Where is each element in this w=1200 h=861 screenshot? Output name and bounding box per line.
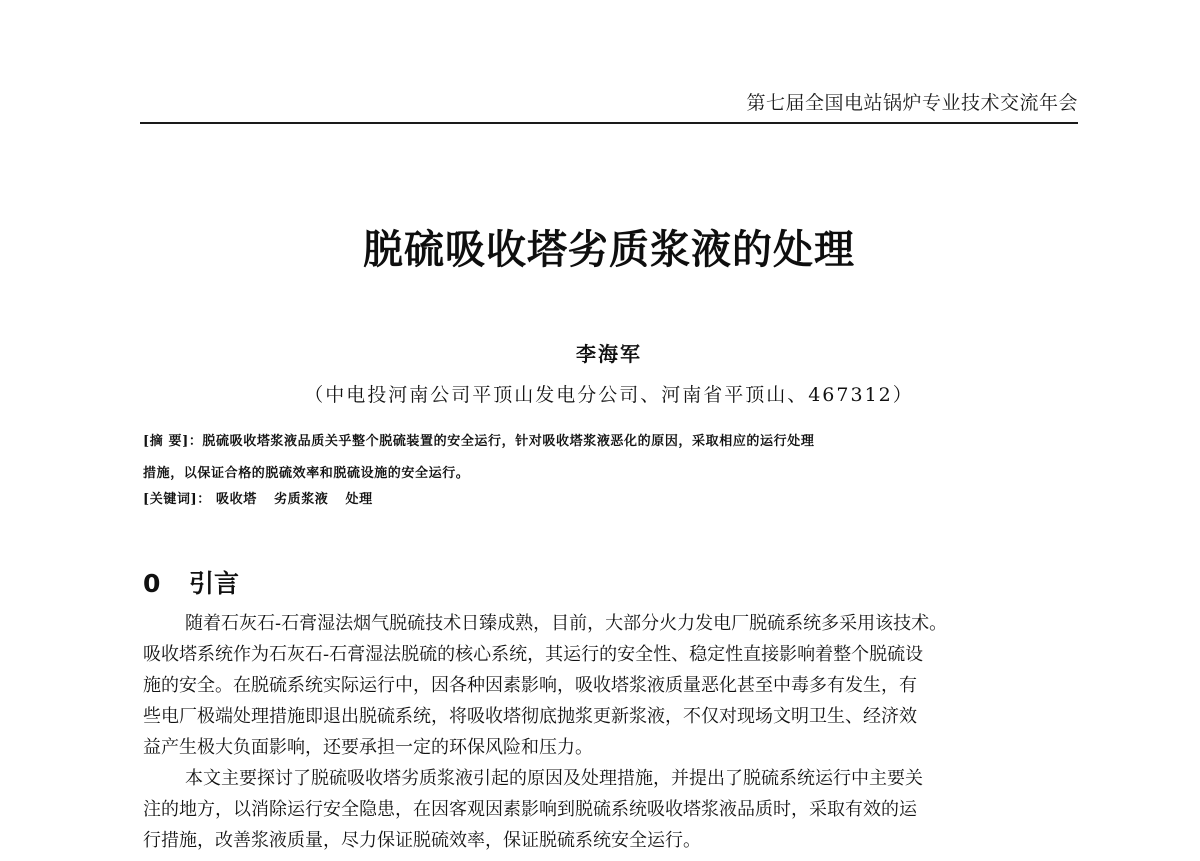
body-line: 吸收塔系统作为石灰石-石膏湿法脱硫的核心系统，其运行的安全性、稳定性直接影响着整个脱硫设 <box>143 644 924 665</box>
body-line: 益产生极大负面影响，还要承担一定的环保风险和压力。 <box>143 737 593 758</box>
keyword: 处理 <box>345 492 373 507</box>
keywords <box>143 488 385 507</box>
body-line: 注的地方，以消除运行安全隐患，在因客观因素影响到脱硫系统吸收塔浆液品质时，采取有效的运 <box>143 799 917 820</box>
author-name: 李海军 <box>576 342 642 366</box>
body-line: 些电厂极端处理措施即退出脱硫系统，将吸收塔彻底抛浆更新浆液，不仅对现场文明卫生、经济效 <box>143 706 917 727</box>
running-header: 第七届全国电站锅炉专业技术交流年会 <box>746 92 1078 114</box>
header-rule <box>140 122 1078 124</box>
body-line: 本文主要探讨了脱硫吸收塔劣质浆液引起的原因及处理措施，并提出了脱硫系统运行中主要关 <box>185 768 923 789</box>
section-title: 引言 <box>189 569 240 598</box>
body-line: 施的安全。在脱硫系统实际运行中，因各种因素影响，吸收塔浆液质量恶化甚至中毒多有发生，有 <box>143 675 917 696</box>
body-line: 行措施，改善浆液质量，尽力保证脱硫效率，保证脱硫系统安全运行。 <box>143 830 701 851</box>
keyword: 吸收塔 <box>216 492 257 507</box>
body-text <box>143 608 1078 856</box>
keywords-label: [关键词]： <box>143 492 211 507</box>
abstract-line: 措施，以保证合格的脱硫效率和脱硫设施的安全运行。 <box>143 466 470 481</box>
body-line: 随着石灰石-石膏湿法烟气脱硫技术日臻成熟，目前，大部分火力发电厂脱硫系统多采用该技术。 <box>185 613 948 634</box>
abstract <box>143 426 1073 490</box>
author-affiliation: （中电投河南公司平顶山发电分公司、河南省平顶山、467312） <box>304 384 914 406</box>
section-number: 0 <box>143 569 161 598</box>
abstract-line: [摘 要]：脱硫吸收塔浆液品质关乎整个脱硫装置的安全运行，针对吸收塔浆液恶化的原因，采取相应的运行处理 <box>143 434 815 449</box>
section-heading <box>143 564 239 600</box>
article-title: 脱硫吸收塔劣质浆液的处理 <box>363 227 855 273</box>
keyword: 劣质浆液 <box>274 492 329 507</box>
